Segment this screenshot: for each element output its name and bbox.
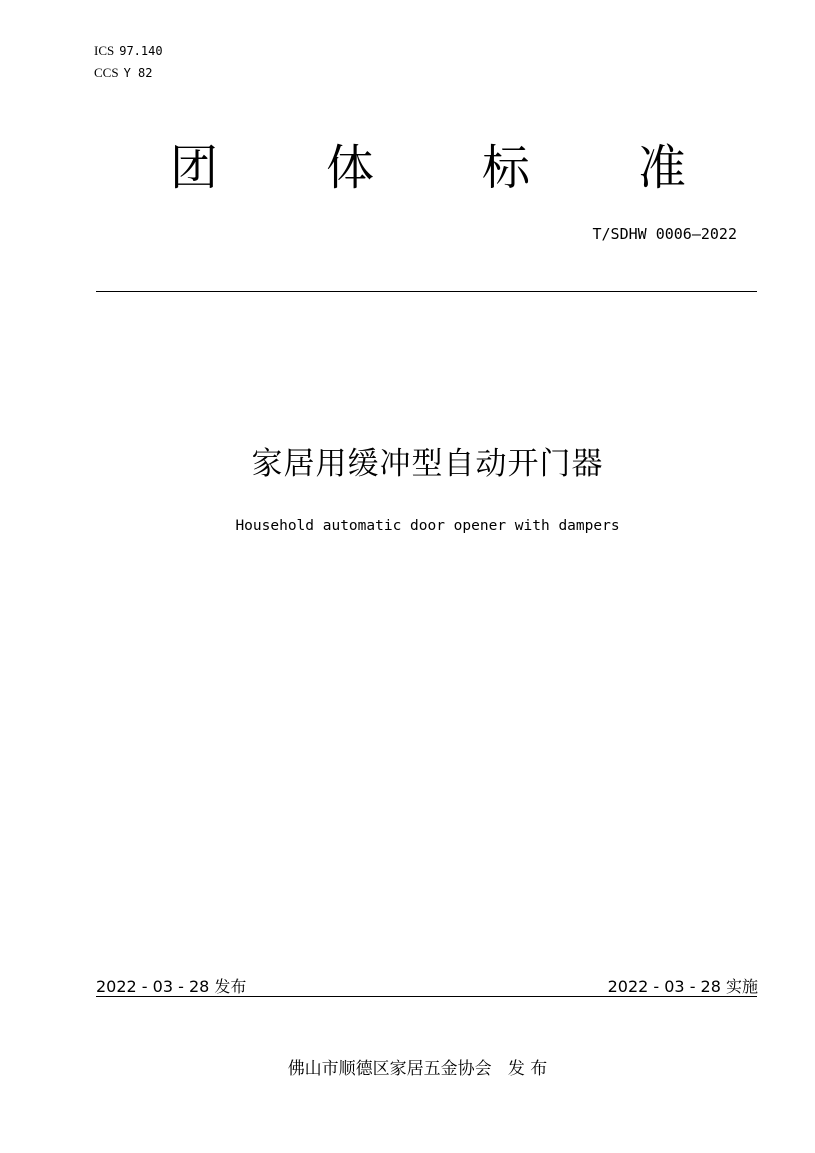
ccs-code — [94, 62, 163, 84]
ics-value: 97.140 — [119, 44, 163, 58]
implement-date: 2022 - 03 - 28 实施 — [607, 977, 758, 996]
standard-type-heading — [96, 138, 756, 208]
classification-codes — [94, 40, 163, 84]
standard-type-char: 准 — [637, 140, 686, 196]
ics-code — [94, 40, 163, 62]
standard-type-char: 标 — [481, 140, 530, 196]
issue-date: 2022 - 03 - 28 发布 — [96, 977, 247, 996]
document-title-zh: 家居用缓冲型自动开门器 — [251, 446, 604, 482]
standard-number: T/SDHW 0006—2022 — [592, 225, 737, 243]
top-divider — [96, 291, 757, 292]
standard-type-char: 体 — [325, 140, 374, 196]
publisher: 佛山市顺德区家居五金协会 发 布 — [287, 1059, 548, 1079]
document-title-en: Household automatic door opener with dampers — [235, 518, 620, 534]
ics-label: ICS — [94, 43, 115, 58]
ccs-value: Y 82 — [123, 66, 153, 80]
ccs-label: CCS — [94, 65, 119, 80]
standard-type-char: 团 — [170, 140, 219, 196]
bottom-divider — [96, 996, 757, 997]
